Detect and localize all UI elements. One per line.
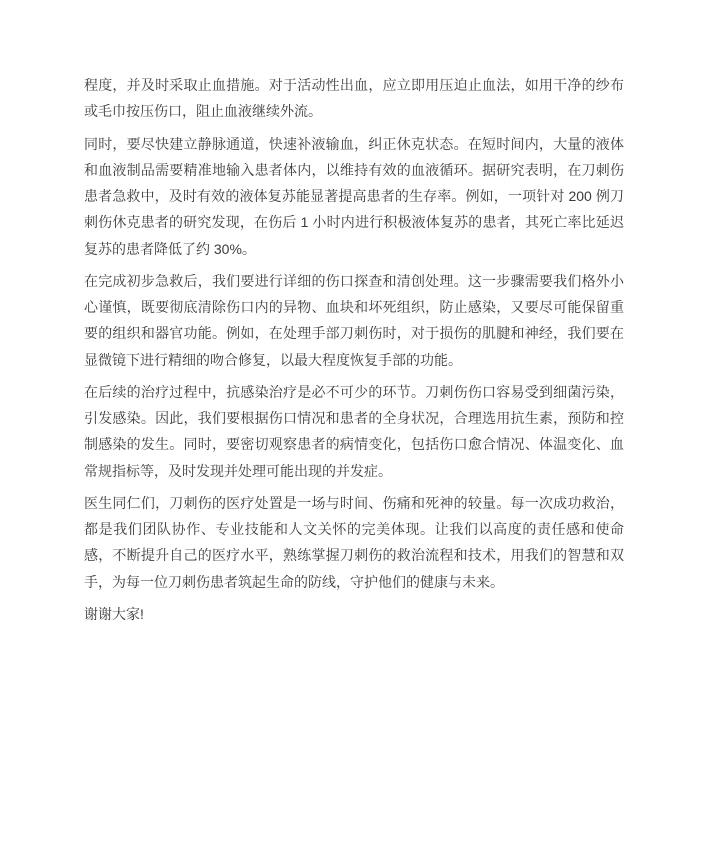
paragraph-closing-remarks: 医生同仁们，刀刺伤的医疗处置是一场与时间、伤痛和死神的较量。每一次成功救治，都是我们团队协作、专业技能和人文关怀的完美体现。让我们以高度的责任感和使命感，不断提升自己的医疗水平，熟练掌握刀刺伤的救治流程和技术，用我们的智慧和双手，为每一位刀刺伤患者筑起生命的防线，守护他们的健康与未来。 <box>84 494 624 590</box>
document-text-body <box>84 72 624 633</box>
paragraph-wound-debridement: 在完成初步急救后，我们要进行详细的伤口探查和清创处理。这一步骤需要我们格外小心谨慎，既要彻底清除伤口内的异物、血块和坏死组织，防止感染，又要尽可能保留重要的组织和器官功能。例如，在处理手部刀刺伤时，对于损伤的肌腱和神经，我们要在显微镜下进行精细的吻合修复，以最大程度恢复手部的功能。 <box>84 272 624 368</box>
paragraph-anti-infection: 在后续的治疗过程中，抗感染治疗是必不可少的环节。刀刺伤伤口容易受到细菌污染，引发感染。因此，我们要根据伤口情况和患者的全身状况，合理选用抗生素，预防和控制感染的发生。同时，要密切观察患者的病情变化，包括伤口愈合情况、体温变化、血常规指标等，及时发现并处理可能出现的并发症。 <box>84 383 624 479</box>
paragraph-hemostasis: 程度，并及时采取止血措施。对于活动性出血，应立即用压迫止血法，如用干净的纱布或毛巾按压伤口，阻止血液继续外流。 <box>84 77 624 120</box>
paragraph-fluid-resuscitation: 同时，要尽快建立静脉通道，快速补液输血，纠正休克状态。在短时间内，大量的液体和血液制品需要精准地输入患者体内，以维持有效的血液循环。据研究表明，在刀刺伤患者急救中，及时有效的液体复苏能显著提高患者的生存率。例如，一项针对 200 例刀刺伤休克患者的研究发现，在伤后 1 小时内进行积极液体复苏的患者，其死亡率比延迟复苏的患者降低了约 30%。 <box>84 135 624 257</box>
paragraph-thanks: 谢谢大家! <box>84 605 144 622</box>
